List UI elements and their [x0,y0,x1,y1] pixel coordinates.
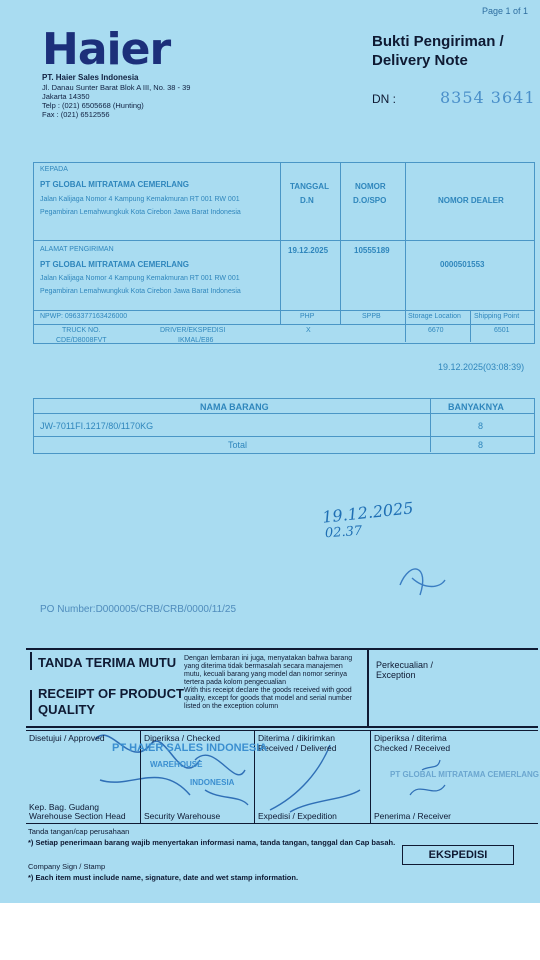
note-id: *) Setiap penerimaan barang wajib menyertakan informasi nama, tanda tangan, tanggal dan Cap basah. [28,838,396,847]
sign-label-id: Tanda tangan/cap perusahaan [28,827,130,836]
total-value: 8 [478,440,484,450]
receipt-title-en-2: QUALITY [38,702,96,717]
handwritten-time: 02.37 [324,523,363,542]
sig-approved-header: Disetujui / Approved [29,733,105,743]
sig-checked-header: Diperiksa / Checked [144,733,221,743]
col-tanggal-sub: D.N [300,196,314,205]
dn-number: 8354 3641 [440,88,536,107]
item-name: JW-7011FI.1217/80/1170KG [40,421,154,431]
haier-stamp-sub: WAREHOUSE [150,760,203,769]
driver-name: IKMAL/E86 [178,337,214,344]
shipping-value: 6501 [494,327,510,334]
haier-stamp: PT HAIER SALES INDONESIA [112,742,268,754]
recipient-address-1: Jalan Kalijaga Nomor 4 Kampung Kemakmuran RT 001 RW 001 [40,196,240,203]
exception-label-en: Exception [376,670,416,680]
dn-label: DN : [372,92,396,106]
alamat-label: ALAMAT PENGIRIMAN [40,246,114,253]
note-en: *) Each item must include name, signature, date and wet stamp information. [28,873,299,882]
do-number: 10555189 [354,246,390,255]
receipt-bottom-rule [26,726,538,728]
col-dealer: NOMOR DEALER [438,196,504,205]
recipient-address-2: Pegambiran Lemahwungkuk Kota Cirebon Jawa Barat Indonesia [40,209,241,216]
col-sppb: SPPB [362,313,381,320]
truck-number: CDE/D8008FVT [56,337,107,344]
ship-address-1: Jalan Kalijaga Nomor 4 Kampung Kemakmuran RT 001 RW 001 [40,275,240,282]
company-name: PT. Haier Sales Indonesia [42,73,139,82]
haier-stamp-sub-2: INDONESIA [190,778,235,787]
col-banyaknya: BANYAKNYA [448,402,504,412]
company-address-1: Jl. Danau Sunter Barat Blok A III, No. 38 - 39 [42,83,191,92]
total-label: Total [228,440,248,450]
sign-label-en: Company Sign / Stamp [28,862,106,871]
ekspedisi-label: EKSPEDISI [402,845,514,865]
col-storage: Storage Location [408,313,461,320]
receipt-title-id: TANDA TERIMA MUTU [38,655,177,670]
company-phone: Telp : (021) 6505668 (Hunting) [42,101,144,110]
item-qty: 8 [478,421,484,431]
col-nomor-sub: D.O/SPO [353,196,387,205]
col-tanggal: TANGGAL [290,182,329,191]
company-fax: Fax : (021) 6512556 [42,110,110,119]
sig-received-footer: Expedisi / Expedition [258,811,337,821]
sig-approved-footer-1: Kep. Bag. Gudang [29,802,99,812]
php-value: X [306,327,311,334]
truck-label: TRUCK NO. [62,327,101,334]
company-address-2: Jakarta 14350 [42,92,90,101]
dealer-number: 0000501553 [440,260,485,269]
receiver-stamp: PT GLOBAL MITRATAMA CEMERLANG [390,770,540,779]
npwp: NPWP: 0963377163426000 [40,313,128,320]
receipt-top-rule [26,648,538,650]
sig-received-header-2: Received / Delivered [258,743,337,753]
po-number: PO Number:D000005/CRB/CRB/0000/11/25 [40,604,237,615]
receipt-text-en: With this receipt declare the goods received with good quality, except for goods that model and serial number listed on the exception column [184,687,352,710]
recipient-name: PT GLOBAL MITRATAMA CEMERLANG [40,180,190,189]
kepada-label: KEPADA [40,166,68,173]
col-nomor: NOMOR [355,182,386,191]
sig-approved-footer-2: Warehouse Section Head [29,811,126,821]
col-php: PHP [300,313,315,320]
dn-date: 19.12.2025 [288,246,329,255]
sig-receiver-header-2: Checked / Received [374,743,451,753]
sig-receiver-footer: Penerima / Receiver [374,811,452,821]
receipt-title-en-1: RECEIPT OF PRODUCT [38,686,184,701]
col-nama-barang: NAMA BARANG [200,402,269,412]
print-timestamp: 19.12.2025(03:08:39) [438,362,525,372]
col-shipping: Shipping Point [474,313,520,320]
document-title-en: Delivery Note [372,52,468,69]
haier-logo: Haier [42,24,171,75]
storage-value: 6670 [428,327,444,334]
handwritten-date: 19.12.2025 [321,498,415,527]
ship-address-2: Pegambiran Lemahwungkuk Kota Cirebon Jawa Barat Indonesia [40,288,241,295]
sig-checked-footer: Security Warehouse [144,811,221,821]
receipt-text-id: Dengan lembaran ini juga, menyatakan bahwa barang yang diterima tidak bermasalah secara manajemen mutu, kecuali barang yang model dan nomor serinya tertera pada kolom pengecualian [184,655,353,686]
ship-name: PT GLOBAL MITRATAMA CEMERLANG [40,260,190,269]
sig-received-header: Diterima / dikirimkan [258,733,335,743]
sig-receiver-header: Diperiksa / diterima [374,733,447,743]
exception-label: Perkecualian / [376,660,434,670]
page-indicator: Page 1 of 1 [482,6,529,16]
driver-label: DRIVER/EKSPEDISI [160,327,226,334]
document-title-id: Bukti Pengiriman / [372,33,504,50]
